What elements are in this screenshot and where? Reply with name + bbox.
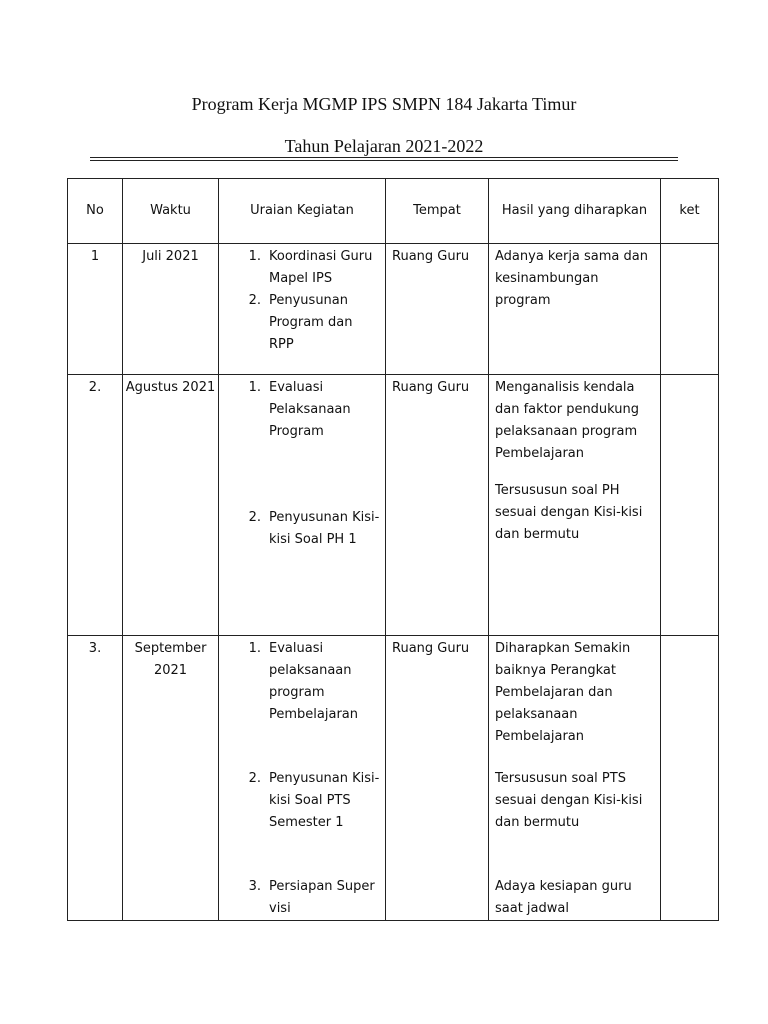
- cell-hasil: [489, 636, 661, 921]
- kegiatan-item: [219, 290, 385, 356]
- cell-kegiatan: [219, 244, 386, 375]
- kegiatan-item: [219, 638, 385, 768]
- cell-waktu: Agustus 2021: [123, 375, 219, 636]
- program-table: [67, 178, 719, 921]
- header-hasil: Hasil yang diharapkan: [489, 179, 661, 244]
- hasil-text: Adanya kerja sama dan kesinambungan program: [495, 249, 648, 308]
- kegiatan-item: [219, 377, 385, 507]
- title-underline-top: [90, 157, 678, 158]
- cell-waktu: September 2021: [123, 636, 219, 921]
- hasil-text: Tersususun soal PH sesuai dengan Kisi-kisi dan bermutu: [495, 483, 643, 542]
- header-no: No: [68, 179, 123, 244]
- kegiatan-item: [219, 768, 385, 876]
- hasil-text: Adaya kesiapan guru saat jadwal: [495, 879, 632, 916]
- document-title: Program Kerja MGMP IPS SMPN 184 Jakarta Timur: [191, 94, 577, 114]
- hasil-text: Menganalisis kendala dan faktor pendukung pelaksanaan program Pembelajaran: [495, 380, 640, 461]
- cell-kegiatan: [219, 375, 386, 636]
- kegiatan-text: Penyusunan Kisi-kisi Soal PTS Semester 1: [269, 771, 380, 830]
- kegiatan-number: 2.: [248, 771, 261, 786]
- header-waktu: Waktu: [123, 179, 219, 244]
- cell-hasil: [489, 375, 661, 636]
- cell-hasil: [489, 244, 661, 375]
- hasil-text: Diharapkan Semakin baiknya Perangkat Pembelajaran dan pelaksanaan Pembelajaran: [495, 641, 631, 744]
- cell-no: 2.: [68, 375, 123, 636]
- cell-waktu: Juli 2021: [123, 244, 219, 375]
- table-row: [68, 375, 719, 636]
- kegiatan-number: 1.: [248, 380, 261, 395]
- kegiatan-text: Evaluasi Pelaksanaan Program: [269, 380, 351, 439]
- kegiatan-number: 2.: [248, 293, 261, 308]
- cell-ket: [661, 244, 719, 375]
- document-subtitle: Tahun Pelajaran 2021-2022: [284, 136, 484, 156]
- cell-tempat: Ruang Guru: [386, 375, 489, 636]
- kegiatan-number: 1.: [248, 641, 261, 656]
- table-row: [68, 636, 719, 921]
- cell-tempat: Ruang Guru: [386, 244, 489, 375]
- kegiatan-number: 1.: [248, 249, 261, 264]
- header-tempat: Tempat: [386, 179, 489, 244]
- kegiatan-text: Penyusunan Kisi-kisi Soal PH 1: [269, 510, 380, 547]
- kegiatan-number: 3.: [248, 879, 261, 894]
- hasil-text: Tersususun soal PTS sesuai dengan Kisi-kisi dan bermutu: [495, 771, 643, 830]
- cell-kegiatan: [219, 636, 386, 921]
- kegiatan-number: 2.: [248, 510, 261, 525]
- kegiatan-text: Penyusunan Program dan RPP: [269, 293, 353, 352]
- kegiatan-item: [219, 507, 385, 551]
- cell-no: 3.: [68, 636, 123, 921]
- kegiatan-item: [219, 246, 385, 290]
- header-uraian-kegiatan: Uraian Kegiatan: [219, 179, 386, 244]
- cell-no: 1: [68, 244, 123, 375]
- kegiatan-item: [219, 876, 385, 920]
- cell-tempat: Ruang Guru: [386, 636, 489, 921]
- cell-ket: [661, 375, 719, 636]
- header-ket: ket: [661, 179, 719, 244]
- kegiatan-text: Evaluasi pelaksanaan program Pembelajaran: [269, 641, 358, 722]
- table-row: [68, 244, 719, 375]
- cell-ket: [661, 636, 719, 921]
- title-underline-bottom: [90, 160, 678, 161]
- kegiatan-text: Persiapan Super visi: [269, 879, 375, 916]
- table-header-row: [68, 179, 719, 244]
- kegiatan-text: Koordinasi Guru Mapel IPS: [269, 249, 373, 286]
